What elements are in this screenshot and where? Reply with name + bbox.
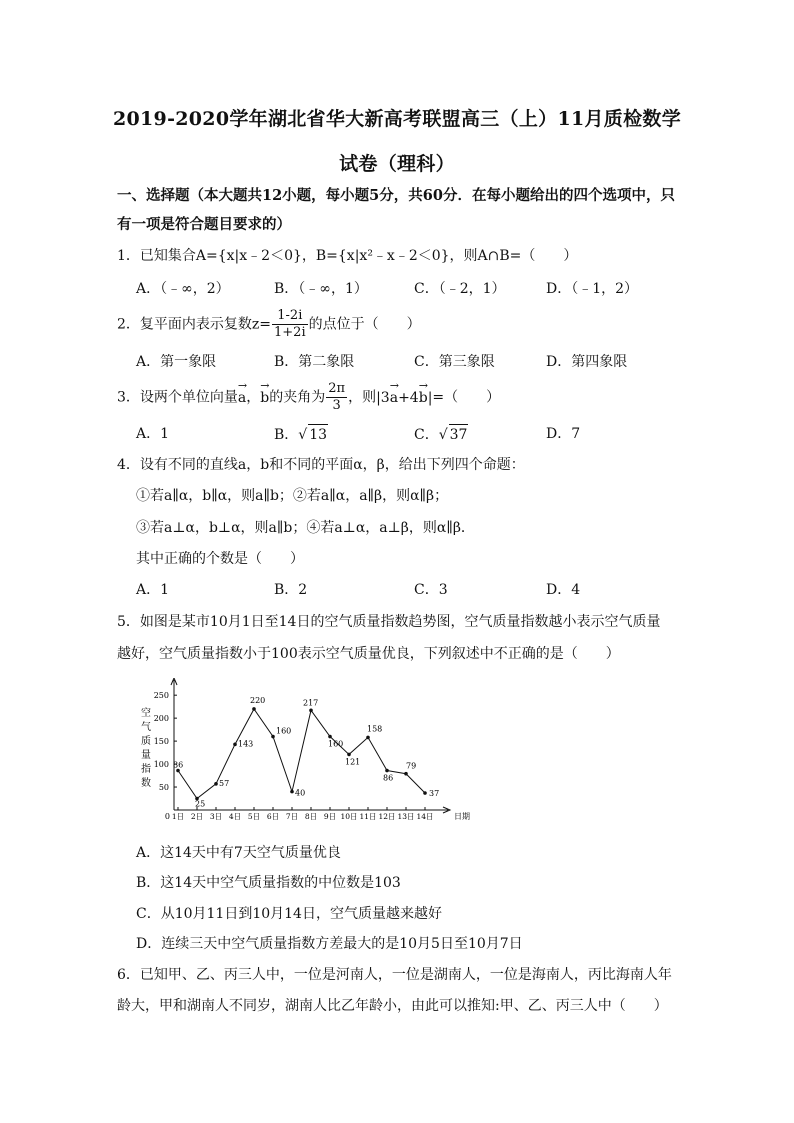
aqi-data-label: 37 bbox=[429, 789, 440, 799]
q2-option-c[interactable]: C．第三象限 bbox=[414, 354, 495, 370]
air-quality-chart bbox=[130, 678, 480, 828]
aqi-data-point bbox=[290, 790, 294, 794]
section-heading-line2: 有一项是符合题目要求的） bbox=[117, 216, 291, 233]
x-tick-label: 7日 bbox=[285, 812, 299, 821]
q3-frac-den: 3 bbox=[332, 398, 341, 413]
aqi-data-point bbox=[347, 753, 351, 757]
q3-option-b[interactable] bbox=[274, 424, 328, 445]
x-tick-label: 12日 bbox=[378, 812, 396, 821]
question-4-line3: ③若a⊥α，b⊥α，则a∥b；④若a⊥α，a⊥β，则α∥β． bbox=[136, 520, 475, 536]
aqi-data-point bbox=[233, 743, 237, 747]
aqi-data-label: 86 bbox=[173, 760, 184, 770]
q3-sqrt-13: 13 bbox=[308, 424, 328, 445]
q2-option-d[interactable]: D．第四象限 bbox=[546, 354, 628, 370]
origin-label: 0 bbox=[164, 812, 170, 821]
aqi-data-point bbox=[404, 772, 408, 776]
y-tick-label: 150 bbox=[153, 737, 169, 747]
aqi-data-label: 160 bbox=[328, 739, 344, 749]
document-title-line2: 试卷（理科） bbox=[339, 153, 455, 175]
aqi-data-label: 160 bbox=[276, 726, 292, 736]
q2-frac-num: 1-2i bbox=[272, 308, 308, 325]
x-tick-label: 11日 bbox=[359, 812, 377, 821]
aqi-data-point bbox=[309, 709, 313, 713]
x-tick-label: 6日 bbox=[266, 812, 280, 821]
q3-option-d[interactable]: D．7 bbox=[546, 426, 581, 442]
x-tick-label: 5日 bbox=[247, 812, 261, 821]
y-axis-label-char: 数 bbox=[141, 778, 151, 789]
aqi-data-label: 143 bbox=[238, 739, 254, 749]
question-6-stem-line1: 6．已知甲、乙、丙三人中，一位是河南人，一位是湖南人，一位是海南人，丙比海南人年 bbox=[117, 967, 672, 983]
aqi-data-point bbox=[214, 782, 218, 786]
q2-stem-post: 的点位于（ ） bbox=[308, 316, 421, 333]
aqi-data-label: 158 bbox=[367, 724, 383, 734]
x-tick-label: 10日 bbox=[340, 812, 358, 821]
y-tick-label: 100 bbox=[153, 760, 169, 770]
question-5-stem-line1: 5．如图是某市10月1日至14日的空气质量指数趋势图，空气质量指数越小表示空气质量 bbox=[117, 614, 661, 630]
q1-option-c[interactable]: C．（﹣2，1） bbox=[414, 281, 506, 297]
question-4-line2: ①若a∥α，b∥α，则a∥b；②若a∥α，a∥β，则α∥β； bbox=[136, 488, 449, 504]
aqi-data-point bbox=[366, 736, 370, 740]
vector-b: → b bbox=[260, 388, 269, 408]
y-axis-label-char: 空 bbox=[141, 708, 151, 719]
aqi-data-label: 57 bbox=[219, 778, 230, 788]
q4-option-a[interactable]: A．1 bbox=[136, 582, 170, 598]
q5-option-a[interactable]: A．这14天中有7天空气质量优良 bbox=[136, 845, 341, 861]
q3-stem-pre: 3．设两个单位向量 bbox=[117, 389, 238, 406]
q3-option-a[interactable]: A．1 bbox=[136, 426, 170, 442]
aqi-data-point bbox=[328, 735, 332, 739]
q3-stem-post: =（ ） bbox=[432, 389, 501, 406]
q1-option-d[interactable]: D．（﹣1，2） bbox=[546, 281, 639, 297]
vector-b-abs: → b bbox=[419, 388, 428, 408]
q4-option-b[interactable]: B．2 bbox=[274, 582, 308, 598]
x-tick-label: 9日 bbox=[323, 812, 337, 821]
q3-stem-mid: 的夹角为 bbox=[269, 389, 326, 406]
q2-stem-pre: 2．复平面内表示复数z= bbox=[117, 316, 272, 333]
aqi-data-label: 220 bbox=[250, 695, 266, 705]
q1-option-b[interactable]: B．（﹣∞，1） bbox=[274, 281, 368, 297]
y-axis-label-char: 质 bbox=[141, 736, 151, 747]
aqi-data-label: 86 bbox=[383, 773, 394, 783]
aqi-data-point bbox=[423, 791, 427, 795]
sqrt-symbol: √ bbox=[298, 427, 308, 443]
vector-a-abs: → a bbox=[390, 388, 398, 408]
question-2-stem bbox=[117, 308, 421, 341]
x-tick-label: 14日 bbox=[416, 812, 434, 821]
y-tick-label: 50 bbox=[158, 783, 169, 793]
y-tick-label: 200 bbox=[153, 714, 169, 724]
aqi-data-label: 217 bbox=[303, 698, 319, 708]
q3-sep: ， bbox=[246, 389, 261, 406]
q5-option-b[interactable]: B．这14天中空气质量指数的中位数是103 bbox=[136, 875, 401, 891]
x-tick-label: 4日 bbox=[228, 812, 242, 821]
aqi-data-point bbox=[271, 735, 275, 739]
q2-fraction bbox=[272, 308, 308, 341]
q3-stem-mid2: ，则 bbox=[348, 389, 377, 406]
q1-option-a[interactable]: A．（﹣∞，2） bbox=[136, 281, 230, 297]
q3-abs-expression: |3→ a+4→ b| bbox=[376, 388, 432, 408]
vector-a: → a bbox=[238, 388, 246, 408]
x-tick-label: 3日 bbox=[209, 812, 223, 821]
y-axis-label-char: 量 bbox=[141, 750, 151, 761]
aqi-data-label: 79 bbox=[406, 761, 417, 771]
q2-option-a[interactable]: A．第一象限 bbox=[136, 354, 217, 370]
q3-fraction bbox=[326, 381, 347, 414]
question-3-stem bbox=[117, 381, 500, 414]
q3-option-c[interactable] bbox=[414, 424, 468, 445]
q3-option-b-label: B． bbox=[274, 427, 299, 443]
q2-frac-den: 1+2i bbox=[274, 325, 306, 340]
aqi-data-label: 40 bbox=[295, 788, 306, 798]
q4-option-d[interactable]: D．4 bbox=[546, 582, 581, 598]
aqi-data-label: 121 bbox=[345, 757, 361, 767]
question-5-stem-line2: 越好，空气质量指数小于100表示空气质量优良，下列叙述中不正确的是（ ） bbox=[117, 646, 620, 662]
q5-option-d[interactable]: D．连续三天中空气质量指数方差最大的是10月5日至10月7日 bbox=[136, 936, 523, 952]
q3-option-c-label: C． bbox=[414, 427, 439, 443]
y-axis-label-char: 指 bbox=[141, 764, 151, 775]
y-tick-label: 250 bbox=[153, 691, 169, 701]
question-4-line4: 其中正确的个数是（ ） bbox=[136, 551, 304, 567]
x-tick-label: 1日 bbox=[171, 812, 185, 821]
aqi-data-point bbox=[385, 769, 389, 773]
question-1-stem: 1．已知集合A={x|x﹣2＜0}，B={x|x²﹣x﹣2＜0}，则A∩B=（ ） bbox=[117, 248, 578, 264]
q3-frac-num: 2π bbox=[328, 381, 346, 396]
x-tick-label: 13日 bbox=[397, 812, 415, 821]
x-tick-label: 8日 bbox=[304, 812, 318, 821]
aqi-data-label: 25 bbox=[195, 799, 206, 809]
sqrt-symbol: √ bbox=[438, 427, 448, 443]
question-4-stem: 4．设有不同的直线a，b和不同的平面α，β，给出下列四个命题： bbox=[117, 457, 525, 473]
q2-option-b[interactable]: B．第二象限 bbox=[274, 354, 355, 370]
y-axis-label-char: 气 bbox=[141, 722, 151, 733]
section-heading-line1: 一、选择题（本大题共12小题，每小题5分，共60分．在每小题给出的四个选项中，只 bbox=[117, 187, 675, 204]
document-title-line1: 2019-2020学年湖北省华大新高考联盟高三（上）11月质检数学 bbox=[113, 108, 681, 130]
aqi-data-point bbox=[252, 707, 256, 711]
q5-option-c[interactable]: C．从10月11日到10月14日，空气质量越来越好 bbox=[136, 906, 442, 922]
q3-plus4: +4 bbox=[398, 389, 419, 406]
q4-option-c[interactable]: C．3 bbox=[414, 582, 448, 598]
x-tick-label: 2日 bbox=[190, 812, 204, 821]
q3-coef-3: 3 bbox=[380, 389, 390, 406]
x-axis-label: 日期 bbox=[454, 812, 470, 821]
question-6-stem-line2: 龄大，甲和湖南人不同岁，湖南人比乙年龄小，由此可以推知:甲、乙、丙三人中（ ） bbox=[117, 998, 668, 1014]
q3-sqrt-37: 37 bbox=[449, 424, 469, 445]
